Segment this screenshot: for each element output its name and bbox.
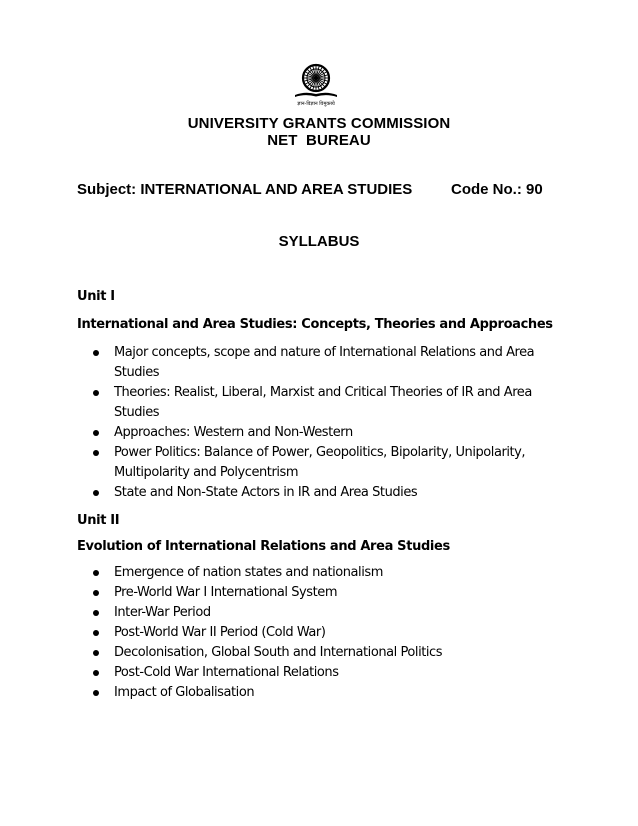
unit-heading: Unit II — [77, 513, 120, 528]
bullet-icon — [93, 590, 99, 596]
bullet-icon — [93, 490, 99, 496]
list-item: Pre-World War I International System — [0, 583, 544, 603]
unit-title: International and Area Studies: Concepts, Theories and Approaches — [77, 317, 553, 332]
unit-1-topic-list — [0, 343, 638, 503]
list-item: Inter-War Period — [0, 603, 544, 623]
list-item: Emergence of nation states and nationalism — [0, 563, 544, 583]
list-item: Major concepts, scope and nature of International Relations and Area Studies — [0, 343, 544, 383]
bullet-icon — [93, 430, 99, 436]
bullet-icon — [93, 690, 99, 696]
svg-text:ज्ञान-विज्ञान विमुक्तये: ज्ञान-विज्ञान विमुक्तये — [297, 101, 335, 107]
list-item: State and Non-State Actors in IR and Area Studies — [0, 483, 544, 503]
code-number: Code No.: 90 — [451, 181, 543, 198]
bullet-icon — [93, 670, 99, 676]
bullet-icon — [93, 350, 99, 356]
list-item: Approaches: Western and Non-Western — [0, 423, 544, 443]
unit-2-topic-list — [0, 563, 638, 703]
subject-label: Subject: INTERNATIONAL AND AREA STUDIES — [77, 181, 413, 198]
list-item: Theories: Realist, Liberal, Marxist and Critical Theories of IR and Area Studies — [0, 383, 544, 423]
bullet-icon — [93, 450, 99, 456]
bullet-icon — [93, 390, 99, 396]
page-title: SYLLABUS — [278, 233, 360, 250]
unit-heading: Unit I — [77, 289, 115, 304]
list-item: Power Politics: Balance of Power, Geopolitics, Bipolarity, Unipolarity, Multipolarity and Polycentrism — [0, 443, 544, 483]
organization-name: UNIVERSITY GRANTS COMMISSION — [187, 115, 451, 132]
bullet-icon — [93, 650, 99, 656]
bureau-name: NET BUREAU — [267, 132, 371, 149]
bullet-icon — [93, 610, 99, 616]
list-item: Post-Cold War International Relations — [0, 663, 544, 683]
list-item: Impact of Globalisation — [0, 683, 544, 703]
list-item: Decolonisation, Global South and International Politics — [0, 643, 544, 663]
bullet-icon — [93, 630, 99, 636]
list-item: Post-World War II Period (Cold War) — [0, 623, 544, 643]
bullet-icon — [93, 570, 99, 576]
ugc-emblem-icon — [285, 62, 347, 108]
unit-title: Evolution of International Relations and Area Studies — [77, 539, 450, 554]
